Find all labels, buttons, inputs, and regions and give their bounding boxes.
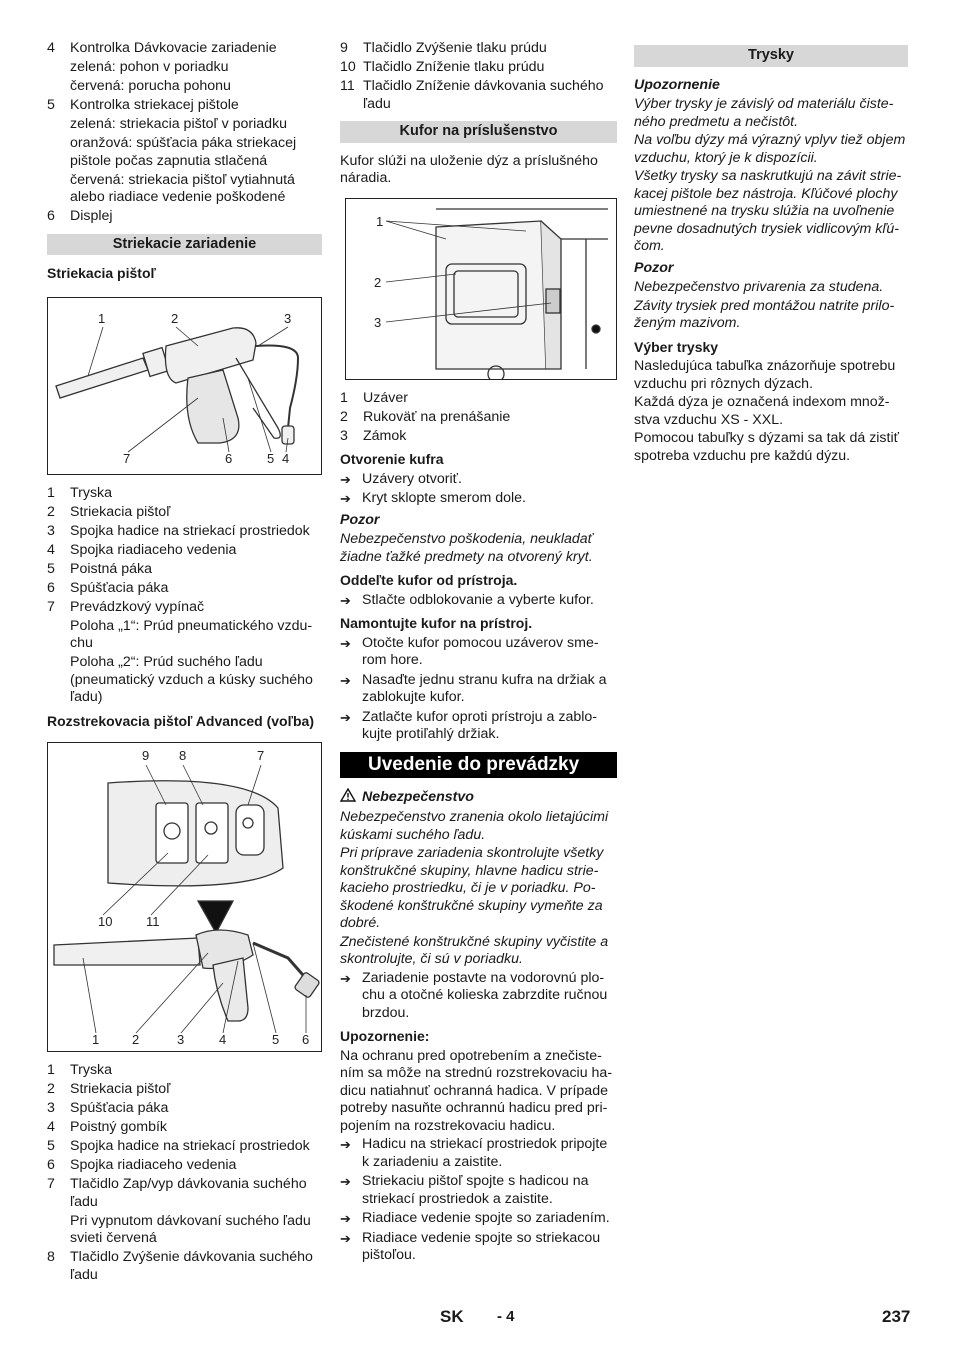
arrow-right-icon: ➔ [340, 1230, 351, 1246]
paragraph: Závity trysiek pred montážou natrite prilo-ženým mazivom. [634, 297, 895, 331]
list-item [340, 409, 617, 427]
numbered-list [340, 390, 617, 446]
list-item [340, 390, 617, 408]
list-item-text: Tlačidlo Zvýšenie tlaku prúdu [363, 40, 547, 56]
figure-label: 3 [177, 1032, 185, 1047]
list-item [47, 208, 322, 226]
arrow-right-icon: ➔ [340, 1211, 351, 1226]
paragraph: Všetky trysky sa naskrutkujú na závit strie-kacej pištole bez nástroja. Kľúčové plochy umiestnené na trysku slúžia na uvoľnenie pevne dosadnutých trysiek vidlicovým kľú-čom. [634, 168, 902, 254]
list-item-number: 6 [47, 1157, 55, 1173]
list-item-text: Spojka hadice na striekací prostriedok [70, 1138, 310, 1154]
chapter-heading: Uvedenie do prevádzky [340, 752, 617, 778]
arrow-right-icon: ➔ [340, 1174, 351, 1189]
figure-label: 6 [302, 1032, 310, 1047]
figure-label: 11 [146, 914, 160, 929]
accessory-case-figure [345, 198, 617, 380]
step-list [340, 471, 617, 508]
list-item: oranžová: spúšťacia páka striekacej pištole počas zapnutia stlačená [70, 135, 297, 169]
list-item [47, 542, 322, 560]
step-text: Zatlačte kufor oproti prístroju a zablo-kujte protiľahlý držiak. [362, 708, 597, 742]
figure-label: 5 [272, 1032, 280, 1047]
list-item-number: 2 [47, 1081, 55, 1097]
list-item-text: Tlačidlo Zvýšenie dávkovania suchého ľadu [70, 1249, 313, 1283]
paragraph: Výber trysky je závislý od materiálu čiste-ného predmetu a nečistôt. [634, 96, 894, 130]
warning-text: Nebezpečenstvo poškodenia, neukladať žiadne ťažké predmety na otvorený kryt. [340, 531, 593, 565]
paragraph: Nebezpečenstvo zranenia okolo lietajúcimi kúskami suchého ľadu. [340, 809, 609, 843]
paragraph: Nasledujúca tabuľka znázorňuje spotrebu vzduchu pri rôznych dýzach. [634, 358, 896, 392]
list-item-number: 2 [340, 408, 348, 425]
danger-text [340, 809, 617, 969]
danger-heading-label: Nebezpečenstvo [362, 788, 474, 805]
list-item-text: Striekacia pištoľ [70, 1081, 171, 1097]
figure-label: 1 [98, 310, 106, 326]
figure-label: 10 [98, 914, 113, 929]
spray-gun-figure [47, 297, 322, 475]
list-item-number: 5 [47, 97, 55, 113]
list-item [47, 1100, 322, 1118]
figure-label: 4 [282, 450, 290, 466]
list-item-number: 3 [47, 522, 55, 539]
list-item-text: Spojka riadiaceho vedenia [70, 1157, 237, 1173]
list-item-number: 6 [47, 579, 55, 596]
list-item-number: 1 [47, 484, 55, 501]
list-item-text: Tryska [70, 484, 113, 501]
footer-language: SK [440, 1307, 464, 1326]
numbered-list [340, 40, 617, 113]
list-item-text: Spúšťacia páka [70, 579, 169, 596]
step-item [340, 1210, 617, 1228]
step-item [340, 635, 617, 670]
list-item-number: 8 [47, 1249, 55, 1265]
list-item [340, 59, 617, 77]
step-item [340, 1136, 617, 1171]
figure-label: 4 [219, 1032, 227, 1047]
paragraph: Kufor slúži na uloženie dýz a príslušného náradia. [340, 152, 598, 186]
arrow-right-icon: ➔ [340, 970, 351, 986]
list-item-text: Uzáver [363, 389, 408, 406]
list-item [47, 40, 322, 58]
arrow-right-icon: ➔ [340, 635, 351, 651]
procedure-heading: Oddeľte kufor od prístroja. [340, 572, 518, 588]
step-text: Otočte kufor pomocou uzáverov sme-rom hore. [362, 634, 599, 668]
danger-heading [340, 788, 617, 808]
arrow-right-icon: ➔ [340, 592, 351, 608]
list-item: Pri vypnutom dávkovaní suchého ľadu svieti červená [70, 1212, 311, 1246]
list-item-text: Spojka riadiaceho vedenia [70, 541, 237, 558]
step-item [340, 1173, 617, 1208]
figure-label: 7 [257, 748, 265, 763]
step-item [340, 471, 617, 489]
note-heading: Upozornenie: [340, 1028, 430, 1044]
list-item: zelená: pohon v poriadku [70, 59, 229, 75]
numbered-list [47, 40, 322, 226]
list-item [47, 97, 322, 115]
step-text: Riadiace vedenie spojte so zariadením. [362, 1210, 610, 1226]
list-item [47, 1081, 322, 1099]
step-list [340, 592, 617, 610]
note-heading: Upozornenie [634, 76, 720, 93]
note-text [634, 96, 908, 256]
list-item: Poloha „2“: Prúd suchého ľadu (pneumatický vzduch a kúsky suchého ľadu) [70, 654, 313, 705]
figure-label: 8 [179, 748, 187, 763]
list-item [47, 599, 322, 617]
figure-label: 2 [171, 310, 179, 326]
figure-label: 9 [142, 748, 150, 763]
list-item-text: Spojka hadice na striekací prostriedok [70, 522, 310, 539]
list-item-number: 10 [340, 59, 356, 75]
subsection-heading: Rozstrekovacia pištoľ Advanced (voľba) [47, 712, 315, 729]
paragraph: Na voľbu dýzy má výrazný vplyv tiež objem vzduchu, ktorý je k dispozícii. [634, 132, 906, 166]
list-item-number: 6 [47, 208, 55, 224]
step-list [340, 970, 617, 1023]
list-item [47, 1062, 322, 1080]
list-item-text: Displej [70, 208, 113, 224]
step-text: Hadicu na striekací prostriedok pripojte k zariadeniu a zaistite. [362, 1136, 608, 1170]
list-item-text: Prevádzkový vypínač [70, 598, 205, 615]
list-item: červená: porucha pohonu [70, 78, 231, 94]
warning-text [634, 279, 908, 333]
note-text: Na ochranu pred opotrebením a znečiste-ním sa môže na strednú rozstrekovaciu ha-dicu natiahnuť ochranná hadica. V prípade potreby nasuňte ochrannú hadicu pred pri-pojením na rozstrekovaciu hadicu. [340, 1047, 613, 1134]
step-item [340, 1230, 617, 1265]
paragraph: Pri príprave zariadenia skontrolujte všetky konštrukčné skupiny, hlavne hadicu strie-kacieho prostriedku, či je v poriadku. Po-škodené konštrukčné skupiny vymeňte za dobré. [340, 845, 604, 931]
step-text: Kryt sklopte smerom dole. [362, 490, 527, 506]
step-item [340, 709, 617, 744]
step-item [340, 672, 617, 707]
procedure-heading: Namontujte kufor na prístroj. [340, 615, 533, 631]
list-item-number: 7 [47, 598, 55, 615]
list-item-text: Kontrolka Dávkovacie zariadenie [70, 40, 277, 56]
warning-heading: Pozor [340, 511, 380, 528]
step-item [340, 490, 617, 508]
list-item [47, 504, 322, 522]
list-item-number: 7 [47, 1176, 55, 1192]
list-item-text: Poistný gombík [70, 1119, 167, 1135]
list-item [47, 1249, 322, 1284]
numbered-list [47, 485, 322, 707]
paragraph: Znečistené konštrukčné skupiny vyčistite a skontrolujte, či sú v poriadku. [340, 933, 609, 967]
list-item-text: Kontrolka striekacej pištole [70, 97, 239, 113]
list-item [47, 1119, 322, 1137]
figure-label: 7 [123, 450, 131, 466]
list-item [340, 78, 617, 113]
list-item: Poloha „1“: Prúd pneumatického vzdu-chu [70, 617, 313, 651]
list-item [47, 485, 322, 503]
step-text: Nasaďte jednu stranu kufra na držiak a zablokujte kufor. [362, 671, 607, 705]
arrow-right-icon: ➔ [340, 672, 351, 688]
list-item [47, 580, 322, 598]
list-item-number: 2 [47, 503, 55, 520]
list-item-text: Spúšťacia páka [70, 1100, 169, 1116]
paragraph: Pomocou tabuľky s dýzami sa tak dá zistiť spotreba vzduchu pre každú dýzu. [634, 430, 899, 464]
figure-label: 1 [92, 1032, 100, 1047]
list-item: červená: striekacia pištoľ vytiahnutá alebo riadiace vedenie poškodené [70, 171, 295, 205]
list-item-text: Tlačidlo Zap/vyp dávkovania suchého ľadu [70, 1176, 307, 1210]
list-item-text: Poistná páka [70, 560, 153, 577]
figure-label: 2 [132, 1032, 140, 1047]
list-item [47, 523, 322, 541]
list-item-number: 9 [340, 40, 348, 56]
list-item-number: 4 [47, 1119, 55, 1135]
list-item-number: 1 [340, 389, 348, 406]
list-item: zelená: striekacia pištoľ v poriadku [70, 116, 288, 132]
figure-label: 2 [374, 274, 382, 290]
list-item [340, 40, 617, 58]
column-middle [340, 40, 617, 1267]
step-text: Zariadenie postavte na vodorovnú plo-chu a otočné kolieska zabrzdite ručnou brzdou. [362, 969, 608, 1021]
list-item [47, 1176, 322, 1211]
list-item [340, 428, 617, 446]
list-item-number: 3 [47, 1100, 55, 1116]
list-item [47, 1138, 322, 1156]
list-item-text: Rukoväť na prenášanie [363, 408, 511, 425]
list-item-text: Tlačidlo Zníženie dávkovania suchého ľadu [363, 78, 604, 112]
step-list [340, 635, 617, 744]
warning-triangle-icon [340, 788, 362, 808]
list-item-text: Zámok [363, 427, 407, 444]
list-item-number: 11 [340, 78, 355, 94]
section-heading: Striekacie zariadenie [47, 234, 322, 256]
figure-label: 3 [374, 314, 382, 330]
figure-label: 5 [267, 450, 275, 466]
step-list [340, 1136, 617, 1265]
paragraph: Každá dýza je označená indexom množ-stva vzduchu XS - XXL. [634, 394, 890, 428]
footer-page-local: - 4 [497, 1308, 515, 1325]
paragraph [634, 358, 908, 465]
column-left [47, 40, 322, 1286]
section-heading: Trysky [634, 45, 908, 67]
list-item-number: 3 [340, 427, 348, 444]
list-item-number: 4 [47, 40, 55, 56]
subsection-heading: Striekacia pištoľ [47, 265, 156, 281]
arrow-right-icon: ➔ [340, 471, 351, 487]
warning-heading: Pozor [634, 259, 674, 276]
list-item-text: Tlačidlo Zníženie tlaku prúdu [363, 59, 545, 75]
arrow-right-icon: ➔ [340, 491, 351, 506]
numbered-list [47, 1062, 322, 1284]
footer-page-number: 237 [882, 1307, 911, 1326]
step-text: Stlačte odblokovanie a vyberte kufor. [362, 591, 594, 608]
step-text: Riadiace vedenie spojte so striekacou pištoľou. [362, 1229, 601, 1263]
list-item-number: 5 [47, 1138, 55, 1154]
arrow-right-icon: ➔ [340, 1137, 351, 1152]
advanced-spray-gun-figure [47, 742, 322, 1052]
list-item-number: 4 [47, 541, 55, 558]
arrow-right-icon: ➔ [340, 709, 351, 725]
step-item [340, 592, 617, 610]
list-item-text: Striekacia pištoľ [70, 503, 171, 520]
step-item [340, 970, 617, 1023]
list-item [47, 1157, 322, 1175]
paragraph: Nebezpečenstvo privarenia za studena. [634, 279, 884, 295]
figure-label: 3 [284, 310, 292, 326]
step-text: Uzávery otvoriť. [362, 470, 462, 487]
column-right [634, 45, 908, 466]
procedure-heading: Otvorenie kufra [340, 451, 444, 467]
subsection-heading: Výber trysky [634, 338, 719, 355]
list-item-number: 1 [47, 1062, 55, 1078]
list-item-text: Tryska [70, 1062, 113, 1078]
figure-label: 6 [225, 450, 233, 466]
list-item-number: 5 [47, 560, 55, 577]
list-item [47, 561, 322, 579]
step-text: Striekaciu pištoľ spojte s hadicou na striekací prostriedok a zaistite. [362, 1173, 589, 1207]
figure-label: 1 [376, 213, 384, 229]
section-heading: Kufor na príslušenstvo [340, 121, 617, 143]
